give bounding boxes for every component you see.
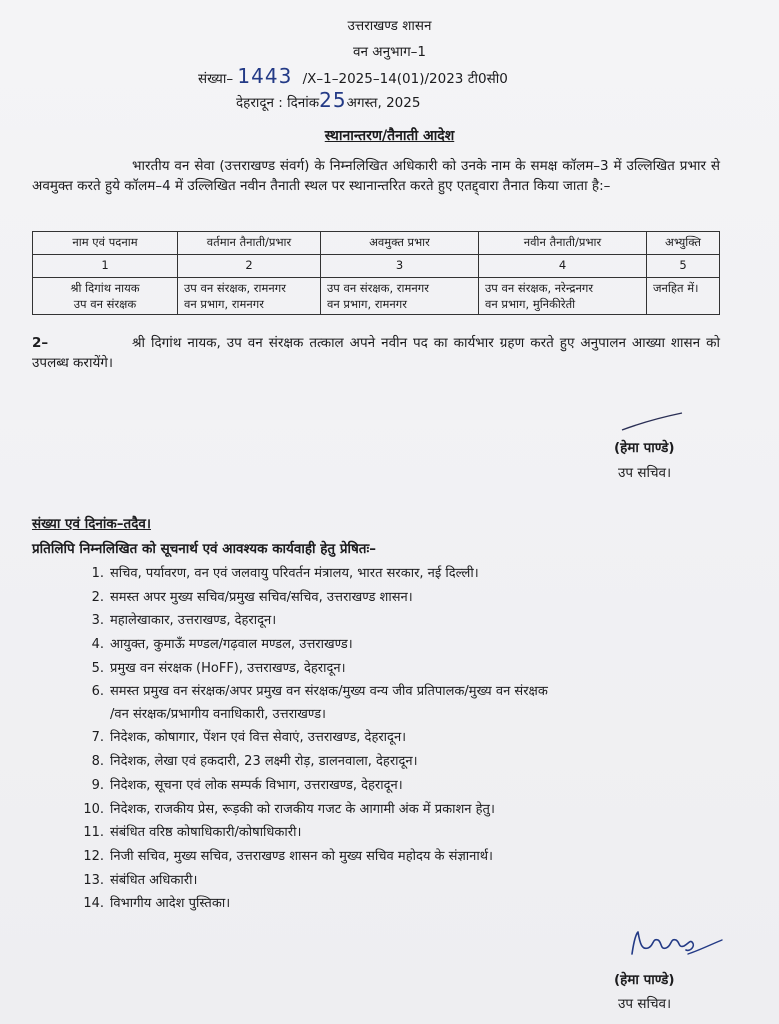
item-number: 1. [91, 566, 104, 581]
transfer-table [32, 231, 720, 315]
table-header-cell: अभ्युक्ति [647, 232, 720, 255]
column-number: 2 [178, 255, 321, 278]
column-number: 1 [33, 255, 178, 278]
cc-reference: संख्या एवं दिनांक–तदैव। [32, 516, 151, 532]
handwritten-number: 1443 [237, 64, 293, 88]
table-header-cell: अवमुक्त प्रभार [321, 232, 479, 255]
cc-heading: प्रतिलिपि निम्नलिखित को सूचनार्थ एवं आवश्यक कार्यवाही हेतु प्रेषितः– [32, 541, 376, 557]
item-text: संबंधित अधिकारी। [110, 872, 198, 888]
table-header-row [33, 232, 720, 255]
list-item [78, 846, 728, 870]
list-item [78, 658, 728, 682]
item-number: 14. [83, 896, 104, 912]
signatory-name: (हेमा पाण्डे) [614, 440, 675, 456]
officer-cell [33, 278, 178, 315]
list-item [78, 610, 728, 634]
section-heading: वन अनुभाग–1 [352, 44, 427, 60]
item-text: प्रमुख वन संरक्षक (HoFF), उत्तराखण्ड, देहरादून। [110, 660, 346, 676]
item-number: 6. [91, 684, 104, 700]
new-posting-cell [479, 278, 647, 315]
signatory-designation: उप सचिव। [618, 465, 672, 481]
place-date-prefix: देहरादून : दिनांक [236, 95, 320, 111]
column-number: 4 [479, 255, 647, 278]
item-text: संबंधित वरिष्ठ कोषाधिकारी/कोषाधिकारी। [110, 825, 302, 841]
list-item [78, 751, 728, 775]
item-number: 3. [91, 613, 104, 629]
column-number: 5 [647, 255, 720, 278]
list-item [78, 893, 728, 917]
list-item [78, 634, 728, 658]
signatory-designation-2: उप सचिव। [618, 996, 672, 1012]
number-suffix: /X–1–2025–14(01)/2023 टी0सी0 [302, 71, 508, 87]
item-number: 5. [91, 660, 104, 676]
list-item [78, 799, 728, 823]
table-header-cell: नवीन तैनाती/प्रभार [479, 232, 647, 255]
item-text: निजी सचिव, मुख्य सचिव, उत्तराखण्ड शासन को मुख्य सचिव महोदय के संज्ञानार्थ। [110, 848, 493, 864]
order-title: स्थानान्तरण/तैनाती आदेश [324, 128, 455, 144]
para2-number: 2– [32, 335, 49, 351]
item-number: 11. [83, 825, 104, 841]
number-label: संख्या– [198, 71, 234, 87]
item-number: 4. [91, 637, 104, 653]
intro-paragraph: भारतीय वन सेवा (उत्तराखण्ड संवर्ग) के निम्नलिखित अधिकारी को उनके नाम के समक्ष कॉलम–3 में उल्लिखित प्रभार से अवमुक्त करते हुये कॉलम–4 में उल्लिखित नवीन तैनाती स्थल पर स्थानान्तरित करते हुए एतद्द्वारा तैनात किया जाता है:– [32, 158, 720, 194]
signatory-name-2: (हेमा पाण्डे) [614, 972, 675, 988]
item-text: विभागीय आदेश पुस्तिका। [110, 896, 231, 912]
item-number: 12. [83, 848, 104, 864]
cc-list [78, 563, 728, 917]
item-number: 2. [91, 589, 104, 605]
list-item [78, 681, 728, 727]
handwritten-signature [626, 926, 726, 962]
column-number: 3 [321, 255, 479, 278]
table-header-cell: नाम एवं पदनाम [33, 232, 178, 255]
new-posting-line2: वन प्रभाग, मुनिकीरेती [485, 297, 576, 311]
new-posting-line1: उप वन संरक्षक, नरेन्द्रनगर [485, 281, 594, 295]
item-text: आयुक्त, कुमाऊँ मण्डल/गढ़वाल मण्डल, उत्तराखण्ड। [110, 637, 353, 653]
item-text: निदेशक, लेखा एवं हकदारी, 23 लक्ष्मी रोड़, डालनवाला, देहरादून। [110, 754, 418, 770]
list-item [78, 775, 728, 799]
table-row [33, 278, 720, 315]
table-column-number-row [33, 255, 720, 278]
item-number: 7. [91, 730, 104, 746]
officer-designation: उप वन संरक्षक [73, 297, 137, 311]
item-number: 10. [83, 801, 104, 817]
place-date-line [236, 88, 420, 112]
item-text: सचिव, पर्यावरण, वन एवं जलवायु परिवर्तन मंत्रालय, भारत सरकार, नई दिल्ली। [110, 566, 479, 581]
item-number: 13. [83, 872, 104, 888]
list-item [78, 870, 728, 894]
current-posting-line2: वन प्रभाग, रामनगर [184, 297, 264, 311]
current-posting-cell [178, 278, 321, 315]
item-text: निदेशक, राजकीय प्रेस, रूड़की को राजकीय गजट के आगामी अंक में प्रकाशन हेतु। [110, 801, 495, 817]
item-text-continued: /वन संरक्षक/प्रभागीय वनाधिकारी, उत्तराखण्ड। [110, 707, 326, 723]
item-number: 9. [91, 777, 104, 793]
current-posting-line1: उप वन संरक्षक, रामनगर [184, 281, 286, 295]
relieved-charge-line2: वन प्रभाग, रामनगर [327, 297, 407, 311]
para2-text: श्री दिगांथ नायक, उप वन संरक्षक तत्काल अपने नवीन पद का कार्यभार ग्रहण करते हुए अनुपालन आख्या शासन को उपलब्ध करायेंगे। [32, 335, 720, 371]
list-item [78, 822, 728, 846]
officer-name: श्री दिगांथ नायक [70, 281, 140, 295]
item-text: निदेशक, सूचना एवं लोक सम्पर्क विभाग, उत्तराखण्ड, देहरादून। [110, 777, 403, 793]
signature-mark [618, 410, 688, 434]
date-suffix: अगस्त, 2025 [346, 95, 421, 111]
item-number: 8. [91, 754, 104, 770]
list-item [78, 563, 728, 587]
handwritten-date: 25 [319, 88, 347, 112]
list-item [78, 727, 728, 751]
item-text: महालेखाकार, उत्तराखण्ड, देहरादून। [110, 613, 277, 629]
relieved-charge-line1: उप वन संरक्षक, रामनगर [327, 281, 429, 295]
item-text: समस्त प्रमुख वन संरक्षक/अपर प्रमुख वन संरक्षक/मुख्य वन्य जीव प्रतिपालक/मुख्य वन संरक्षक [110, 684, 548, 700]
item-text: निदेशक, कोषागार, पेंशन एवं वित्त सेवाएं, उत्तराखण्ड, देहरादून। [110, 730, 407, 746]
item-text: समस्त अपर मुख्य सचिव/प्रमुख सचिव/सचिव, उत्तराखण्ड शासन। [110, 589, 413, 605]
remarks-cell: जनहित में। [647, 278, 720, 315]
order-number-line [198, 64, 508, 88]
government-heading: उत्तराखण्ड शासन [347, 18, 432, 34]
list-item [78, 587, 728, 611]
table-header-cell: वर्तमान तैनाती/प्रभार [178, 232, 321, 255]
relieved-charge-cell [321, 278, 479, 315]
